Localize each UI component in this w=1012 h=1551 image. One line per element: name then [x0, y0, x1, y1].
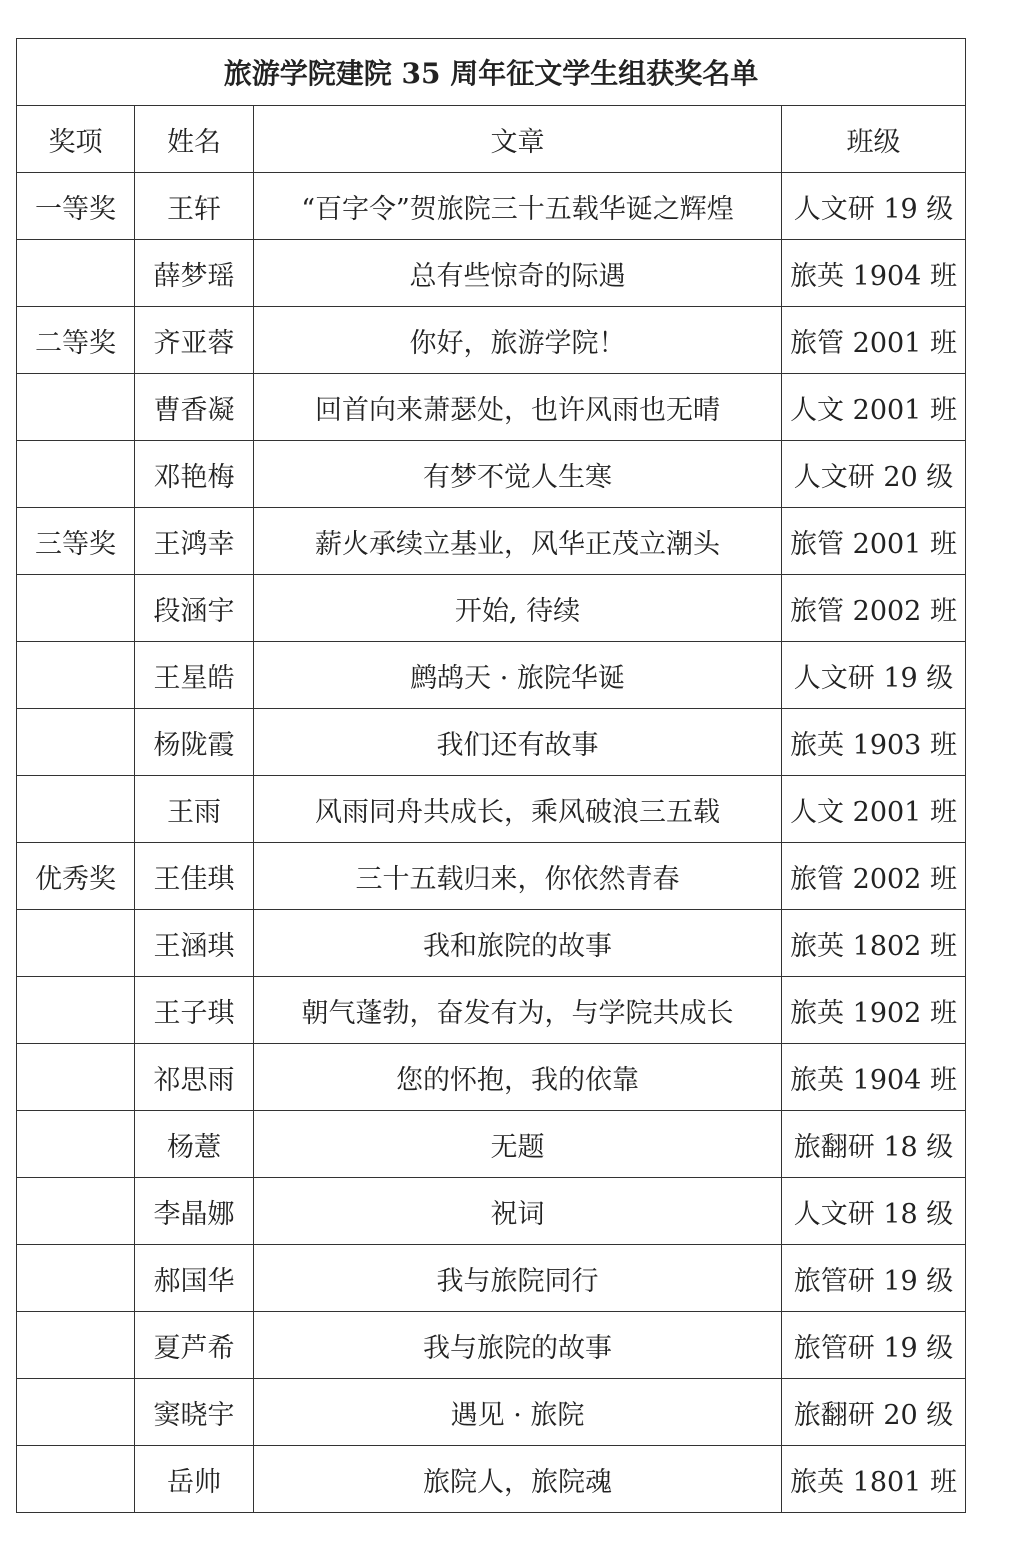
header-name: 姓名	[135, 106, 254, 173]
article-cell: 我与旅院同行	[254, 1245, 782, 1312]
table-row	[17, 1245, 966, 1312]
class-cell: 旅英 1904 班	[782, 1044, 966, 1111]
award-cell	[17, 1111, 135, 1178]
name-cell: 王鸿幸	[135, 508, 254, 575]
class-cell: 旅管研 19 级	[782, 1312, 966, 1379]
award-cell	[17, 910, 135, 977]
award-table	[16, 38, 966, 1513]
award-cell	[17, 642, 135, 709]
article-cell: 三十五载归来，你依然青春	[254, 843, 782, 910]
class-cell: 旅管 2001 班	[782, 508, 966, 575]
article-cell: 遇见 · 旅院	[254, 1379, 782, 1446]
article-cell: 总有些惊奇的际遇	[254, 240, 782, 307]
award-cell	[17, 1446, 135, 1513]
name-cell: 夏芦希	[135, 1312, 254, 1379]
award-cell	[17, 709, 135, 776]
header-award: 奖项	[17, 106, 135, 173]
table-row	[17, 1111, 966, 1178]
article-cell: 您的怀抱，我的依靠	[254, 1044, 782, 1111]
award-cell	[17, 240, 135, 307]
name-cell: 杨薏	[135, 1111, 254, 1178]
article-cell: 朝气蓬勃，奋发有为，与学院共成长	[254, 977, 782, 1044]
table-row	[17, 173, 966, 240]
article-cell: 祝词	[254, 1178, 782, 1245]
award-cell	[17, 1178, 135, 1245]
class-cell: 人文研 19 级	[782, 642, 966, 709]
name-cell: 祁思雨	[135, 1044, 254, 1111]
table-row	[17, 776, 966, 843]
name-cell: 王雨	[135, 776, 254, 843]
name-cell: 齐亚蓉	[135, 307, 254, 374]
award-cell	[17, 1044, 135, 1111]
class-cell: 旅管 2001 班	[782, 307, 966, 374]
name-cell: 王子琪	[135, 977, 254, 1044]
article-cell: 旅院人，旅院魂	[254, 1446, 782, 1513]
article-cell: 开始, 待续	[254, 575, 782, 642]
name-cell: 王涵琪	[135, 910, 254, 977]
table-row	[17, 508, 966, 575]
table-row	[17, 910, 966, 977]
class-cell: 旅英 1904 班	[782, 240, 966, 307]
class-cell: 人文研 20 级	[782, 441, 966, 508]
award-cell	[17, 1379, 135, 1446]
class-cell: 旅管 2002 班	[782, 843, 966, 910]
table-row	[17, 1178, 966, 1245]
name-cell: 岳帅	[135, 1446, 254, 1513]
table-row	[17, 709, 966, 776]
table-row	[17, 1379, 966, 1446]
class-cell: 旅英 1902 班	[782, 977, 966, 1044]
award-cell	[17, 374, 135, 441]
award-cell	[17, 977, 135, 1044]
article-cell: 风雨同舟共成长，乘风破浪三五载	[254, 776, 782, 843]
table-title: 旅游学院建院 35 周年征文学生组获奖名单	[17, 39, 966, 106]
class-cell: 旅英 1801 班	[782, 1446, 966, 1513]
award-cell: 一等奖	[17, 173, 135, 240]
name-cell: 窦晓宇	[135, 1379, 254, 1446]
name-cell: 郝国华	[135, 1245, 254, 1312]
header-article: 文章	[254, 106, 782, 173]
article-cell: 无题	[254, 1111, 782, 1178]
table-row	[17, 843, 966, 910]
table-row	[17, 441, 966, 508]
table-row	[17, 1446, 966, 1513]
article-cell: 回首向来萧瑟处，也许风雨也无晴	[254, 374, 782, 441]
name-cell: 李晶娜	[135, 1178, 254, 1245]
article-cell: 薪火承续立基业，风华正茂立潮头	[254, 508, 782, 575]
article-cell: 鹧鸪天 · 旅院华诞	[254, 642, 782, 709]
class-cell: 旅管 2002 班	[782, 575, 966, 642]
class-cell: 人文 2001 班	[782, 776, 966, 843]
table-row	[17, 1044, 966, 1111]
award-cell	[17, 1312, 135, 1379]
name-cell: 邓艳梅	[135, 441, 254, 508]
name-cell: 王轩	[135, 173, 254, 240]
class-cell: 旅管研 19 级	[782, 1245, 966, 1312]
table-row	[17, 977, 966, 1044]
award-cell	[17, 776, 135, 843]
header-row	[17, 106, 966, 173]
award-cell	[17, 1245, 135, 1312]
article-cell: 你好，旅游学院！	[254, 307, 782, 374]
article-cell: “百字令”贺旅院三十五载华诞之辉煌	[254, 173, 782, 240]
name-cell: 曹香凝	[135, 374, 254, 441]
award-cell: 三等奖	[17, 508, 135, 575]
class-cell: 旅翻研 18 级	[782, 1111, 966, 1178]
award-cell	[17, 575, 135, 642]
class-cell: 旅英 1802 班	[782, 910, 966, 977]
table-row	[17, 240, 966, 307]
class-cell: 人文 2001 班	[782, 374, 966, 441]
table-row	[17, 374, 966, 441]
article-cell: 我和旅院的故事	[254, 910, 782, 977]
class-cell: 旅翻研 20 级	[782, 1379, 966, 1446]
class-cell: 人文研 19 级	[782, 173, 966, 240]
article-cell: 有梦不觉人生寒	[254, 441, 782, 508]
award-cell: 优秀奖	[17, 843, 135, 910]
table-row	[17, 575, 966, 642]
award-cell	[17, 441, 135, 508]
class-cell: 旅英 1903 班	[782, 709, 966, 776]
award-cell: 二等奖	[17, 307, 135, 374]
name-cell: 王星皓	[135, 642, 254, 709]
name-cell: 王佳琪	[135, 843, 254, 910]
article-cell: 我与旅院的故事	[254, 1312, 782, 1379]
class-cell: 人文研 18 级	[782, 1178, 966, 1245]
table-row	[17, 642, 966, 709]
table-row	[17, 307, 966, 374]
name-cell: 段涵宇	[135, 575, 254, 642]
name-cell: 薛梦瑶	[135, 240, 254, 307]
header-class: 班级	[782, 106, 966, 173]
table-row	[17, 1312, 966, 1379]
name-cell: 杨陇霞	[135, 709, 254, 776]
article-cell: 我们还有故事	[254, 709, 782, 776]
